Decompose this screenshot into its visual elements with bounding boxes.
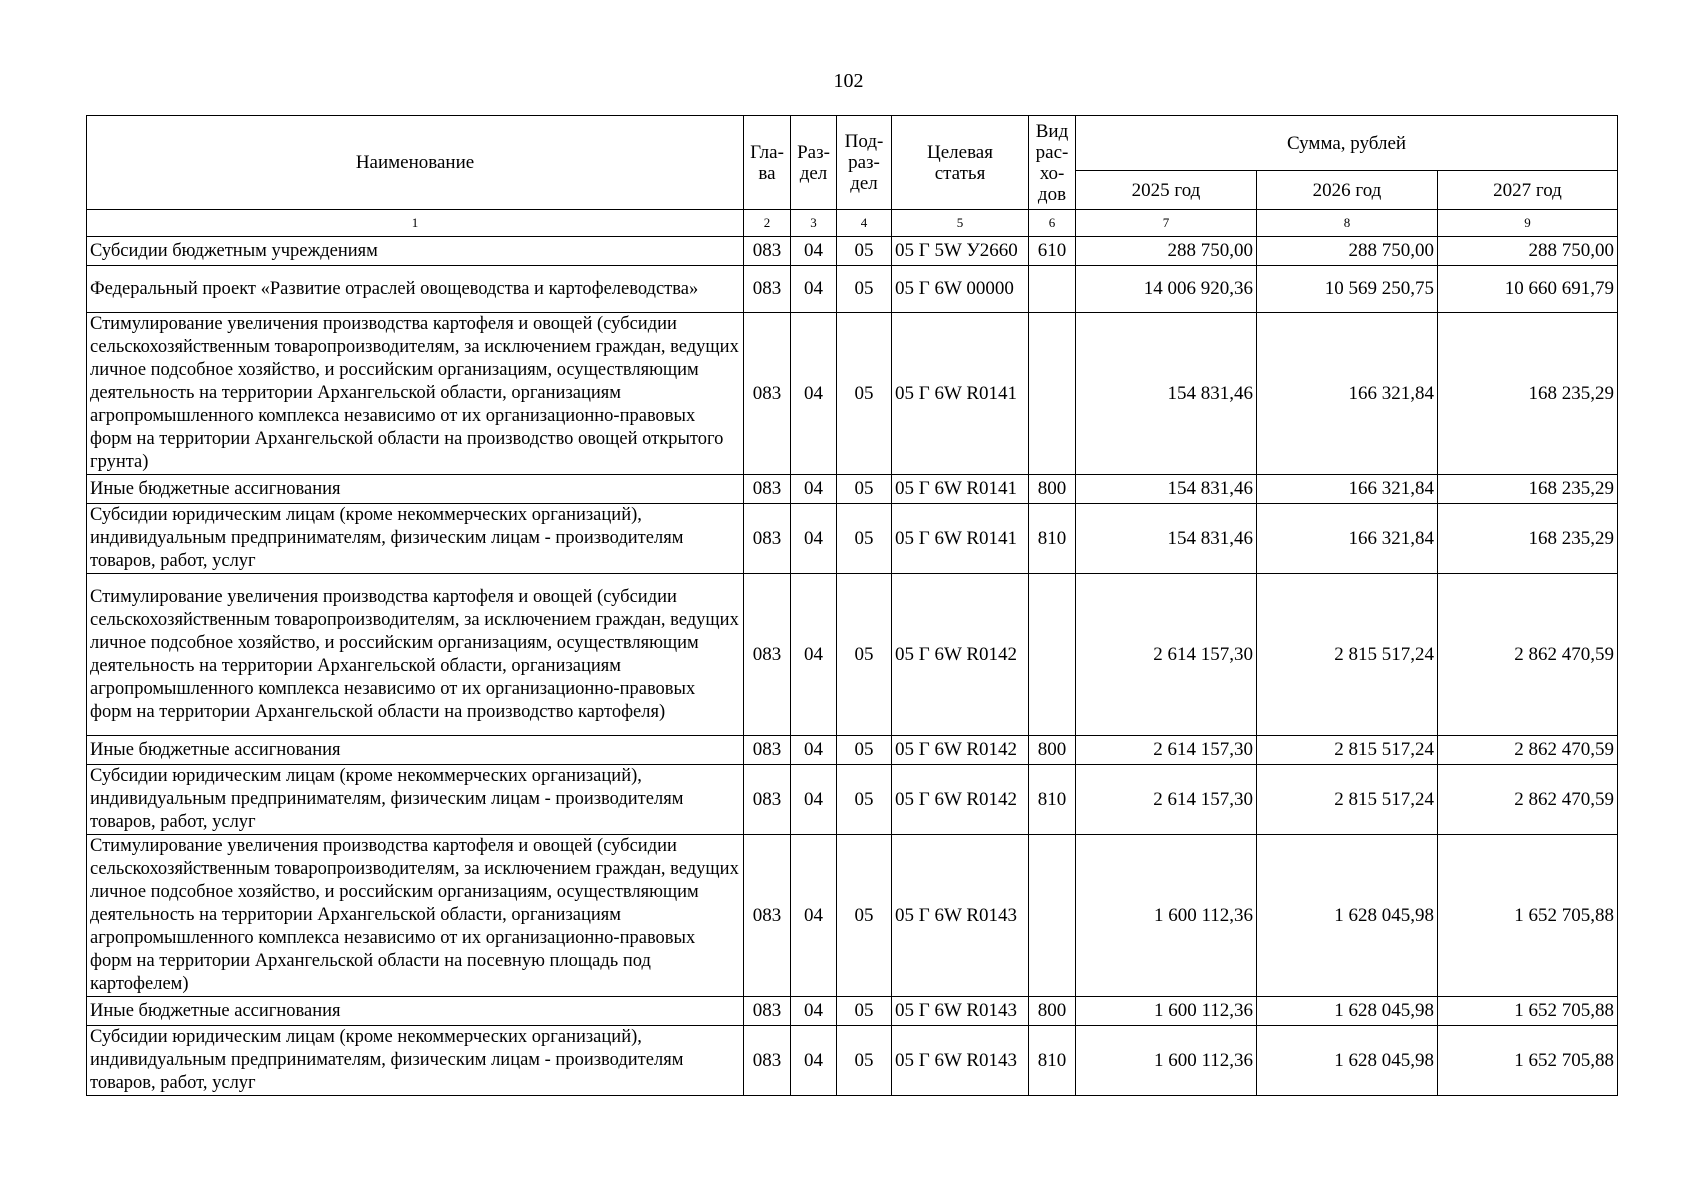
row-target: 05 Г 6W R0143	[892, 835, 1029, 997]
column-number: 1	[87, 210, 744, 237]
row-sum-2025: 154 831,46	[1076, 313, 1257, 475]
row-exp-type	[1029, 266, 1076, 313]
row-target: 05 Г 5W У2660	[892, 237, 1029, 266]
row-sum-2026: 1 628 045,98	[1257, 1026, 1438, 1096]
row-chapter: 083	[744, 997, 791, 1026]
row-section: 04	[791, 1026, 837, 1096]
row-chapter: 083	[744, 504, 791, 574]
row-sum-2026: 166 321,84	[1257, 504, 1438, 574]
header-year-2026: 2026 год	[1257, 171, 1438, 210]
column-number-row	[87, 210, 1618, 237]
row-sum-2026: 2 815 517,24	[1257, 765, 1438, 835]
row-exp-type: 800	[1029, 475, 1076, 504]
column-number: 2	[744, 210, 791, 237]
row-sum-2025: 154 831,46	[1076, 475, 1257, 504]
row-sum-2025: 1 600 112,36	[1076, 835, 1257, 997]
header-target: Целевая статья	[892, 116, 1029, 210]
row-name: Стимулирование увеличения производства картофеля и овощей (субсидии сельскохозяйственным товаропроизводителям, за исключением граждан, ведущих личное подсобное хозяйство, и российским организациям, осуществляющим деятельность на территории Архангельской области, организациям агропромышленного комплекса независимо от их организационно-правовых форм на территории Архангельской области на производство овощей открытого грунта)	[87, 313, 744, 475]
row-name: Субсидии бюджетным учреждениям	[87, 237, 744, 266]
row-sum-2026: 10 569 250,75	[1257, 266, 1438, 313]
header-year-2025: 2025 год	[1076, 171, 1257, 210]
table-row	[87, 765, 1618, 835]
row-sum-2025: 14 006 920,36	[1076, 266, 1257, 313]
row-sum-2027: 1 652 705,88	[1438, 997, 1618, 1026]
header-section: Раз- дел	[791, 116, 837, 210]
row-sum-2027: 2 862 470,59	[1438, 765, 1618, 835]
row-name: Иные бюджетные ассигнования	[87, 475, 744, 504]
row-sum-2026: 166 321,84	[1257, 475, 1438, 504]
row-sum-2027: 168 235,29	[1438, 475, 1618, 504]
row-sum-2026: 288 750,00	[1257, 237, 1438, 266]
row-subsection: 05	[837, 765, 892, 835]
column-number: 9	[1438, 210, 1618, 237]
row-chapter: 083	[744, 313, 791, 475]
row-sum-2027: 10 660 691,79	[1438, 266, 1618, 313]
table-row	[87, 997, 1618, 1026]
row-chapter: 083	[744, 765, 791, 835]
table-row	[87, 266, 1618, 313]
header-exp-type: Вид рас- хо- дов	[1029, 116, 1076, 210]
row-subsection: 05	[837, 997, 892, 1026]
budget-table	[86, 115, 1618, 1096]
table-row	[87, 475, 1618, 504]
row-target: 05 Г 6W R0143	[892, 1026, 1029, 1096]
row-chapter: 083	[744, 736, 791, 765]
row-sum-2026: 1 628 045,98	[1257, 835, 1438, 997]
row-target: 05 Г 6W 00000	[892, 266, 1029, 313]
row-sum-2025: 2 614 157,30	[1076, 574, 1257, 736]
row-sum-2027: 1 652 705,88	[1438, 1026, 1618, 1096]
row-sum-2026: 2 815 517,24	[1257, 574, 1438, 736]
row-section: 04	[791, 765, 837, 835]
header-sum: Сумма, рублей	[1076, 116, 1618, 171]
row-chapter: 083	[744, 574, 791, 736]
row-exp-type	[1029, 313, 1076, 475]
row-target: 05 Г 6W R0141	[892, 504, 1029, 574]
row-target: 05 Г 6W R0143	[892, 997, 1029, 1026]
row-sum-2027: 1 652 705,88	[1438, 835, 1618, 997]
row-exp-type: 800	[1029, 736, 1076, 765]
row-sum-2025: 2 614 157,30	[1076, 765, 1257, 835]
row-sum-2025: 288 750,00	[1076, 237, 1257, 266]
row-subsection: 05	[837, 237, 892, 266]
row-chapter: 083	[744, 266, 791, 313]
row-exp-type: 810	[1029, 504, 1076, 574]
row-chapter: 083	[744, 475, 791, 504]
row-sum-2027: 2 862 470,59	[1438, 736, 1618, 765]
header-chapter: Гла- ва	[744, 116, 791, 210]
row-name: Стимулирование увеличения производства картофеля и овощей (субсидии сельскохозяйственным товаропроизводителям, за исключением граждан, ведущих личное подсобное хозяйство, и российским организациям, осуществляющим деятельность на территории Архангельской области, организациям агропромышленного комплекса независимо от их организационно-правовых форм на территории Архангельской области на посевную площадь под картофелем)	[87, 835, 744, 997]
row-exp-type	[1029, 835, 1076, 997]
row-name: Субсидии юридическим лицам (кроме некоммерческих организаций), индивидуальным предпринимателям, физическим лицам - производителям товаров, работ, услуг	[87, 765, 744, 835]
row-exp-type	[1029, 574, 1076, 736]
column-number: 7	[1076, 210, 1257, 237]
row-section: 04	[791, 736, 837, 765]
header-year-2027: 2027 год	[1438, 171, 1618, 210]
row-subsection: 05	[837, 475, 892, 504]
row-chapter: 083	[744, 1026, 791, 1096]
table-row	[87, 313, 1618, 475]
row-sum-2025: 1 600 112,36	[1076, 997, 1257, 1026]
row-name: Иные бюджетные ассигнования	[87, 997, 744, 1026]
row-chapter: 083	[744, 835, 791, 997]
row-section: 04	[791, 574, 837, 736]
row-target: 05 Г 6W R0142	[892, 765, 1029, 835]
row-sum-2027: 168 235,29	[1438, 504, 1618, 574]
row-name: Субсидии юридическим лицам (кроме некоммерческих организаций), индивидуальным предпринимателям, физическим лицам - производителям товаров, работ, услуг	[87, 504, 744, 574]
table-row	[87, 1026, 1618, 1096]
column-number: 5	[892, 210, 1029, 237]
row-target: 05 Г 6W R0142	[892, 736, 1029, 765]
table-header	[87, 116, 1618, 237]
row-exp-type: 810	[1029, 1026, 1076, 1096]
row-subsection: 05	[837, 736, 892, 765]
table-row	[87, 504, 1618, 574]
row-exp-type: 610	[1029, 237, 1076, 266]
table-row	[87, 736, 1618, 765]
row-section: 04	[791, 266, 837, 313]
column-number: 8	[1257, 210, 1438, 237]
header-subsection: Под- раз- дел	[837, 116, 892, 210]
row-target: 05 Г 6W R0141	[892, 475, 1029, 504]
row-name: Стимулирование увеличения производства картофеля и овощей (субсидии сельскохозяйственным товаропроизводителям, за исключением граждан, ведущих личное подсобное хозяйство, и российским организациям, осуществляющим деятельность на территории Архангельской области, организациям агропромышленного комплекса независимо от их организационно-правовых форм на территории Архангельской области на производство картофеля)	[87, 574, 744, 736]
column-number: 4	[837, 210, 892, 237]
row-chapter: 083	[744, 237, 791, 266]
row-sum-2025: 154 831,46	[1076, 504, 1257, 574]
row-subsection: 05	[837, 835, 892, 997]
row-section: 04	[791, 835, 837, 997]
row-sum-2027: 168 235,29	[1438, 313, 1618, 475]
row-sum-2025: 1 600 112,36	[1076, 1026, 1257, 1096]
column-number: 6	[1029, 210, 1076, 237]
row-name: Иные бюджетные ассигнования	[87, 736, 744, 765]
row-subsection: 05	[837, 313, 892, 475]
row-section: 04	[791, 237, 837, 266]
row-exp-type: 810	[1029, 765, 1076, 835]
row-section: 04	[791, 475, 837, 504]
row-exp-type: 800	[1029, 997, 1076, 1026]
header-name: Наименование	[87, 116, 744, 210]
row-section: 04	[791, 313, 837, 475]
row-name: Субсидии юридическим лицам (кроме некоммерческих организаций), индивидуальным предпринимателям, физическим лицам - производителям товаров, работ, услуг	[87, 1026, 744, 1096]
row-section: 04	[791, 504, 837, 574]
row-sum-2025: 2 614 157,30	[1076, 736, 1257, 765]
page-number: 102	[833, 70, 864, 92]
row-name: Федеральный проект «Развитие отраслей овощеводства и картофелеводства»	[87, 266, 744, 313]
row-target: 05 Г 6W R0142	[892, 574, 1029, 736]
row-subsection: 05	[837, 504, 892, 574]
column-number: 3	[791, 210, 837, 237]
table-row	[87, 574, 1618, 736]
row-sum-2027: 2 862 470,59	[1438, 574, 1618, 736]
row-sum-2026: 2 815 517,24	[1257, 736, 1438, 765]
row-target: 05 Г 6W R0141	[892, 313, 1029, 475]
row-subsection: 05	[837, 1026, 892, 1096]
table-row	[87, 835, 1618, 997]
row-sum-2026: 166 321,84	[1257, 313, 1438, 475]
row-subsection: 05	[837, 266, 892, 313]
row-sum-2027: 288 750,00	[1438, 237, 1618, 266]
table-row	[87, 237, 1618, 266]
row-subsection: 05	[837, 574, 892, 736]
row-section: 04	[791, 997, 837, 1026]
row-sum-2026: 1 628 045,98	[1257, 997, 1438, 1026]
